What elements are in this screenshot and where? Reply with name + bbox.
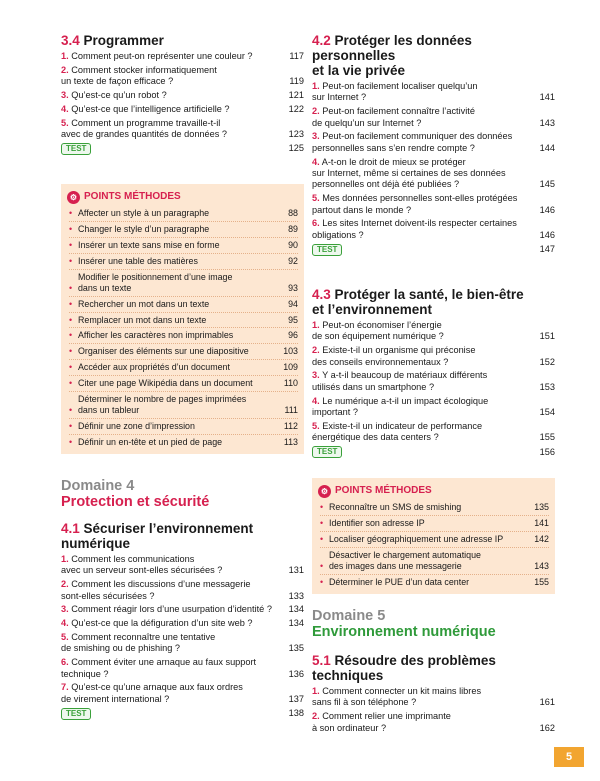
item-text: Qu’est-ce que la défiguration d’un site web ? bbox=[71, 618, 253, 629]
gear-icon: ⚙ bbox=[318, 485, 331, 498]
item-number: 2. bbox=[61, 64, 69, 75]
domain-5-heading bbox=[312, 608, 555, 641]
domain-label: Domaine 4 bbox=[61, 478, 135, 494]
methode-page: 110 bbox=[283, 378, 298, 389]
toc-item[interactable] bbox=[312, 131, 555, 154]
section-title: 4.1 Sécuriser l’environnement numérique bbox=[61, 521, 254, 551]
methode-page: 143 bbox=[534, 560, 549, 571]
toc-item[interactable] bbox=[61, 65, 304, 88]
item-page: 162 bbox=[539, 722, 555, 733]
toc-item[interactable] bbox=[61, 618, 304, 629]
test-row[interactable]: TEST 125 bbox=[61, 143, 304, 155]
item-number: 4. bbox=[312, 156, 320, 167]
item-page: 136 bbox=[288, 668, 304, 679]
item-page: 161 bbox=[539, 697, 555, 708]
toc-item[interactable] bbox=[312, 157, 555, 191]
methode-text: Localiser géographiquement une adresse IP bbox=[329, 533, 504, 544]
bullet-icon: • bbox=[69, 405, 73, 416]
item-page: 119 bbox=[289, 76, 304, 87]
item-number: 5. bbox=[312, 193, 320, 204]
test-row[interactable]: TEST 156 bbox=[312, 446, 555, 458]
item-text: Comment relier une imprimante à son ordinateur ? bbox=[312, 711, 451, 733]
section-resoudre bbox=[312, 653, 555, 736]
bullet-icon: • bbox=[69, 282, 73, 293]
item-page: 141 bbox=[539, 92, 555, 103]
item-text: Y a-t-il beaucoup de matériaux différents utilisés dans un smartphone ? bbox=[312, 370, 488, 392]
methode-page: 135 bbox=[534, 502, 549, 512]
bullet-icon: • bbox=[69, 378, 73, 389]
item-page: 146 bbox=[539, 204, 555, 215]
toc-item[interactable] bbox=[61, 104, 304, 115]
item-page: 121 bbox=[288, 90, 304, 100]
domain-4-heading bbox=[61, 478, 304, 511]
methode-page: 155 bbox=[534, 576, 549, 587]
methode-text: Déterminer le nombre de pages imprimées dans un tableur bbox=[78, 394, 247, 416]
item-text: Comment réagir lors d’une usurpation d’identité ? bbox=[71, 604, 272, 615]
toc-item[interactable] bbox=[312, 81, 555, 104]
item-number: 3. bbox=[312, 370, 320, 381]
item-text: Peut-on facilement communiquer des données personnelles sans s’en rendre compte ? bbox=[312, 131, 513, 153]
item-text: Comment les communications avec un serveur sont-elles sécurisées ? bbox=[61, 554, 223, 576]
section-title: 5.1 Résoudre des problèmes techniques bbox=[312, 653, 496, 683]
item-text: Qu’est-ce que l’intelligence artificielle ? bbox=[71, 103, 230, 114]
methode-item[interactable] bbox=[69, 312, 298, 328]
item-text: Comment reconnaître une tentative de smishing ou de phishing ? bbox=[61, 632, 216, 654]
points-methodes-box bbox=[61, 184, 304, 454]
item-text: Existe-t-il un indicateur de performance énergétique des data centers ? bbox=[312, 420, 483, 443]
toc-item[interactable] bbox=[312, 396, 555, 419]
bullet-icon: • bbox=[69, 436, 73, 447]
methode-text: Remplacer un mot dans un texte bbox=[78, 314, 207, 325]
methode-page: 109 bbox=[283, 362, 298, 373]
item-number: 3. bbox=[61, 90, 69, 100]
methode-page: 113 bbox=[283, 436, 298, 447]
toc-item[interactable] bbox=[312, 193, 555, 216]
item-text: Qu’est-ce qu’une arnaque aux faux ordres de virement international ? bbox=[61, 682, 243, 704]
toc-item[interactable] bbox=[61, 554, 304, 577]
toc-item[interactable] bbox=[61, 90, 304, 101]
test-row[interactable]: TEST 138 bbox=[61, 708, 304, 720]
methode-text: Rechercher un mot dans un texte bbox=[78, 298, 210, 309]
methode-text: Modifier le positionnement d’une image dans un texte bbox=[78, 271, 233, 293]
item-text: Comment éviter une arnaque au faux support technique ? bbox=[61, 657, 257, 679]
item-number: 2. bbox=[312, 345, 320, 356]
methode-item[interactable] bbox=[69, 206, 298, 221]
methode-item[interactable] bbox=[69, 375, 298, 391]
bullet-icon: • bbox=[320, 517, 324, 528]
item-number: 6. bbox=[61, 657, 69, 668]
page-number: 5 bbox=[554, 747, 584, 767]
test-badge: TEST bbox=[312, 244, 342, 256]
item-page: 146 bbox=[539, 229, 555, 240]
item-page: 153 bbox=[539, 381, 555, 392]
item-number: 1. bbox=[312, 686, 320, 696]
item-page: 154 bbox=[539, 407, 555, 418]
section-securiser bbox=[61, 521, 304, 722]
item-number: 4. bbox=[61, 103, 69, 114]
methode-item[interactable] bbox=[69, 221, 298, 237]
item-page: 117 bbox=[289, 51, 304, 61]
methode-item[interactable] bbox=[69, 327, 298, 343]
methode-page: 95 bbox=[288, 314, 298, 325]
bullet-icon: • bbox=[69, 239, 73, 250]
methodes-title: ⚙ POINTS MÉTHODES bbox=[312, 478, 555, 500]
methode-text: Citer une page Wikipédia dans un document bbox=[78, 378, 253, 389]
methode-page: 112 bbox=[283, 421, 298, 431]
item-page: 133 bbox=[288, 590, 304, 601]
methode-text: Définir un en-tête et un pied de page bbox=[78, 436, 223, 447]
methode-item[interactable] bbox=[69, 237, 298, 253]
item-text: Peut-on facilement localiser quelqu’un sur Internet ? bbox=[312, 81, 478, 103]
item-page: 143 bbox=[539, 117, 555, 128]
domain-title: Environnement numérique bbox=[312, 624, 496, 640]
item-page: 131 bbox=[288, 565, 304, 576]
item-number: 5. bbox=[312, 420, 320, 431]
item-number: 6. bbox=[312, 218, 320, 229]
toc-item[interactable] bbox=[61, 682, 304, 705]
item-text: Peut-on facilement connaître l’activité de quelqu’un sur Internet ? bbox=[312, 106, 475, 128]
methode-text: Changer le style d’un paragraphe bbox=[78, 223, 210, 234]
toc-item[interactable] bbox=[61, 579, 304, 602]
gear-icon: ⚙ bbox=[67, 191, 80, 204]
item-page: 122 bbox=[288, 103, 304, 114]
bullet-icon: • bbox=[69, 223, 73, 234]
methode-page: 90 bbox=[288, 239, 298, 250]
methode-item[interactable] bbox=[69, 296, 298, 312]
item-number: 3. bbox=[312, 131, 320, 142]
toc-item[interactable] bbox=[312, 218, 555, 241]
item-page: 134 bbox=[288, 618, 304, 629]
domain-label: Domaine 5 bbox=[312, 608, 386, 624]
toc-item[interactable] bbox=[312, 345, 555, 368]
bullet-icon: • bbox=[320, 533, 324, 544]
methode-page: 141 bbox=[534, 517, 549, 528]
item-text: Peut-on économiser l’énergie de son équipement numérique ? bbox=[312, 320, 444, 342]
bullet-icon: • bbox=[320, 576, 324, 587]
item-number: 5. bbox=[61, 117, 69, 128]
item-number: 1. bbox=[312, 81, 320, 91]
item-text: Mes données personnelles sont-elles protégées partout dans le monde ? bbox=[312, 193, 518, 215]
section-title: 3.4 Programmer bbox=[61, 33, 164, 48]
item-page: 123 bbox=[288, 129, 304, 139]
methode-item[interactable] bbox=[320, 515, 549, 531]
toc-item[interactable] bbox=[61, 118, 304, 141]
methode-item[interactable] bbox=[320, 531, 549, 547]
item-number: 2. bbox=[312, 106, 320, 117]
item-number: 4. bbox=[61, 618, 69, 629]
item-text: Qu’est-ce qu’un robot ? bbox=[71, 90, 167, 100]
test-badge: TEST bbox=[61, 708, 91, 720]
bullet-icon: • bbox=[69, 208, 73, 218]
section-donnees bbox=[312, 33, 555, 258]
methode-page: 88 bbox=[288, 208, 298, 218]
toc-item[interactable] bbox=[312, 320, 555, 343]
points-methodes-box bbox=[312, 478, 555, 594]
methode-page: 142 bbox=[534, 533, 549, 544]
methode-text: Déterminer le PUE d’un data center bbox=[329, 576, 470, 587]
section-title: 4.3 Protéger la santé, le bien-être et l’environnement bbox=[312, 287, 524, 317]
item-text: Comment connecter un kit mains libres sans fil à son téléphone ? bbox=[312, 686, 482, 708]
item-text: Les sites Internet doivent-ils respecter certaines obligations ? bbox=[312, 218, 517, 240]
methode-item[interactable] bbox=[69, 253, 298, 269]
methode-text: Insérer une table des matières bbox=[78, 255, 198, 266]
test-row[interactable]: TEST 147 bbox=[312, 244, 555, 256]
bullet-icon: • bbox=[69, 362, 73, 373]
item-page: 155 bbox=[539, 432, 555, 443]
methode-item[interactable] bbox=[69, 391, 298, 418]
methode-page: 92 bbox=[288, 255, 298, 266]
bullet-icon: • bbox=[320, 502, 324, 512]
methode-page: 94 bbox=[288, 298, 298, 309]
methode-text: Afficher les caractères non imprimables bbox=[78, 330, 234, 341]
methode-text: Affecter un style à un paragraphe bbox=[78, 208, 210, 218]
item-page: 152 bbox=[539, 356, 555, 367]
item-page: 144 bbox=[539, 142, 555, 153]
toc-item[interactable] bbox=[312, 711, 555, 734]
toc-item[interactable] bbox=[61, 51, 304, 62]
item-number: 4. bbox=[312, 395, 320, 406]
methode-text: Organiser des éléments sur une diapositive bbox=[78, 346, 249, 357]
methode-item[interactable] bbox=[69, 343, 298, 359]
item-number: 1. bbox=[61, 554, 69, 564]
item-page: 134 bbox=[288, 604, 304, 615]
methodes-title: ⚙ POINTS MÉTHODES bbox=[61, 184, 304, 206]
item-number: 3. bbox=[61, 604, 69, 615]
toc-item[interactable] bbox=[312, 370, 555, 393]
toc-item[interactable] bbox=[61, 657, 304, 680]
methode-page: 89 bbox=[288, 223, 298, 234]
test-badge: TEST bbox=[312, 446, 342, 458]
toc-item[interactable] bbox=[312, 106, 555, 129]
methode-item[interactable] bbox=[69, 269, 298, 296]
bullet-icon: • bbox=[69, 314, 73, 325]
item-text: Comment les discussions d’une messagerie sont-elles sécurisées ? bbox=[61, 579, 251, 601]
methode-text: Accéder aux propriétés d’un document bbox=[78, 362, 230, 373]
methode-item[interactable] bbox=[69, 418, 298, 434]
item-number: 5. bbox=[61, 632, 69, 642]
bullet-icon: • bbox=[69, 421, 73, 431]
item-number: 1. bbox=[61, 51, 69, 61]
item-text: Le numérique a-t-il un impact écologique important ? bbox=[312, 395, 489, 418]
item-page: 135 bbox=[288, 643, 304, 654]
section-title: 4.2 Protéger les données personnelles et la vie privée bbox=[312, 33, 472, 78]
methode-page: 111 bbox=[284, 405, 298, 416]
bullet-icon: • bbox=[69, 330, 73, 341]
domain-title: Protection et sécurité bbox=[61, 494, 210, 510]
toc-item[interactable] bbox=[312, 686, 555, 709]
item-number: 1. bbox=[312, 320, 320, 330]
methode-item[interactable] bbox=[69, 434, 298, 450]
bullet-icon: • bbox=[69, 298, 73, 309]
toc-item[interactable] bbox=[312, 421, 555, 444]
bullet-icon: • bbox=[320, 560, 324, 571]
item-text: A-t-on le droit de mieux se protéger sur Internet, même si certaines de ses données personnelles ont déjà été publiées ? bbox=[312, 156, 506, 190]
section-sante bbox=[312, 287, 555, 460]
item-page: 137 bbox=[288, 693, 304, 704]
methode-item[interactable] bbox=[320, 547, 549, 574]
item-text: Comment un programme travaille-t-il avec de grandes quantités de données ? bbox=[61, 117, 228, 139]
item-text: Existe-t-il un organisme qui préconise des conseils environnementaux ? bbox=[312, 345, 476, 367]
item-text: Comment stocker informatiquement un texte de façon efficace ? bbox=[61, 64, 217, 87]
methode-text: Identifier son adresse IP bbox=[329, 517, 425, 528]
item-number: 7. bbox=[61, 682, 69, 693]
bullet-icon: • bbox=[69, 346, 73, 357]
methode-page: 93 bbox=[288, 282, 298, 293]
methode-page: 103 bbox=[283, 346, 298, 357]
methode-item[interactable] bbox=[320, 574, 549, 590]
methode-text: Désactiver le chargement automatique des images dans une messagerie bbox=[329, 549, 481, 571]
item-number: 2. bbox=[312, 711, 320, 722]
item-page: 145 bbox=[539, 179, 555, 190]
test-badge: TEST bbox=[61, 143, 91, 155]
bullet-icon: • bbox=[69, 255, 73, 266]
toc-item[interactable] bbox=[61, 632, 304, 655]
methode-text: Insérer un texte sans mise en forme bbox=[78, 239, 220, 250]
methode-text: Définir une zone d’impression bbox=[78, 421, 195, 431]
methode-page: 96 bbox=[288, 330, 298, 341]
item-text: Comment peut-on représenter une couleur ? bbox=[71, 51, 253, 61]
methode-text: Reconnaître un SMS de smishing bbox=[329, 502, 462, 512]
toc-item[interactable] bbox=[61, 604, 304, 615]
item-number: 2. bbox=[61, 579, 69, 590]
methode-item[interactable] bbox=[69, 359, 298, 375]
item-page: 151 bbox=[539, 331, 555, 342]
methode-item[interactable] bbox=[320, 500, 549, 515]
section-programmer bbox=[61, 33, 304, 157]
